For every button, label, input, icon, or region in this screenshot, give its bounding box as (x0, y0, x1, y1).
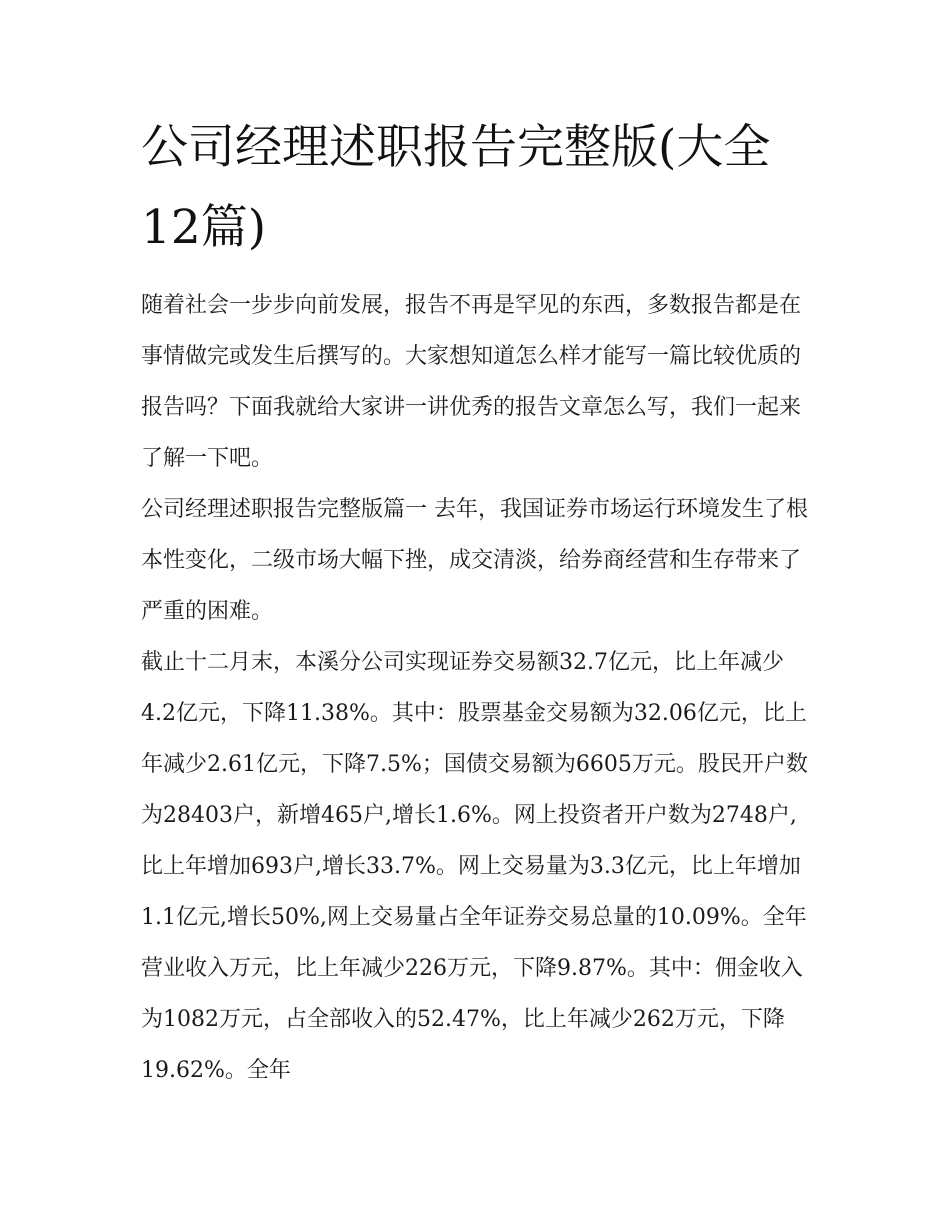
document-title: 公司经理述职报告完整版(大全12篇) (141, 120, 771, 255)
section-one-paragraph: 公司经理述职报告完整版篇一 去年，我国证券市场运行环境发生了根本性变化，二级市场大幅下挫，成交清淡，给券商经营和生存带来了严重的困难。 (141, 497, 808, 624)
intro-paragraph: 随着社会一步步向前发展，报告不再是罕见的东西，多数报告都是在事情做完或发生后撰写的。大家想知道怎么样才能写一篇比较优质的报告吗？下面我就给大家讲一讲优秀的报告文章怎么写，我们一起来了解一下吧。 (141, 293, 802, 471)
title-block (141, 108, 813, 268)
document-body (141, 108, 813, 1096)
statistics-paragraph: 截止十二月末，本溪分公司实现证券交易额32.7亿元，比上年减少4.2亿元，下降11.38%。其中：股票基金交易额为32.06亿元，比上年减少2.61亿元，下降7.5%；国债交易额为6605万元。股民开户数为28403户，新增465户,增长1.6%。网上投资者开户数为2748户,比上年增加693户,增长33.7%。网上交易量为3.3亿元，比上年增加1.1亿元,增长50%,网上交易量占全年证券交易总量的10.09%。全年营业收入万元，比上年减少226万元，下降9.87%。其中：佣金收入为1082万元，占全部收入的52.47%，比上年减少262万元，下降19.62%。全年 (141, 650, 808, 1083)
